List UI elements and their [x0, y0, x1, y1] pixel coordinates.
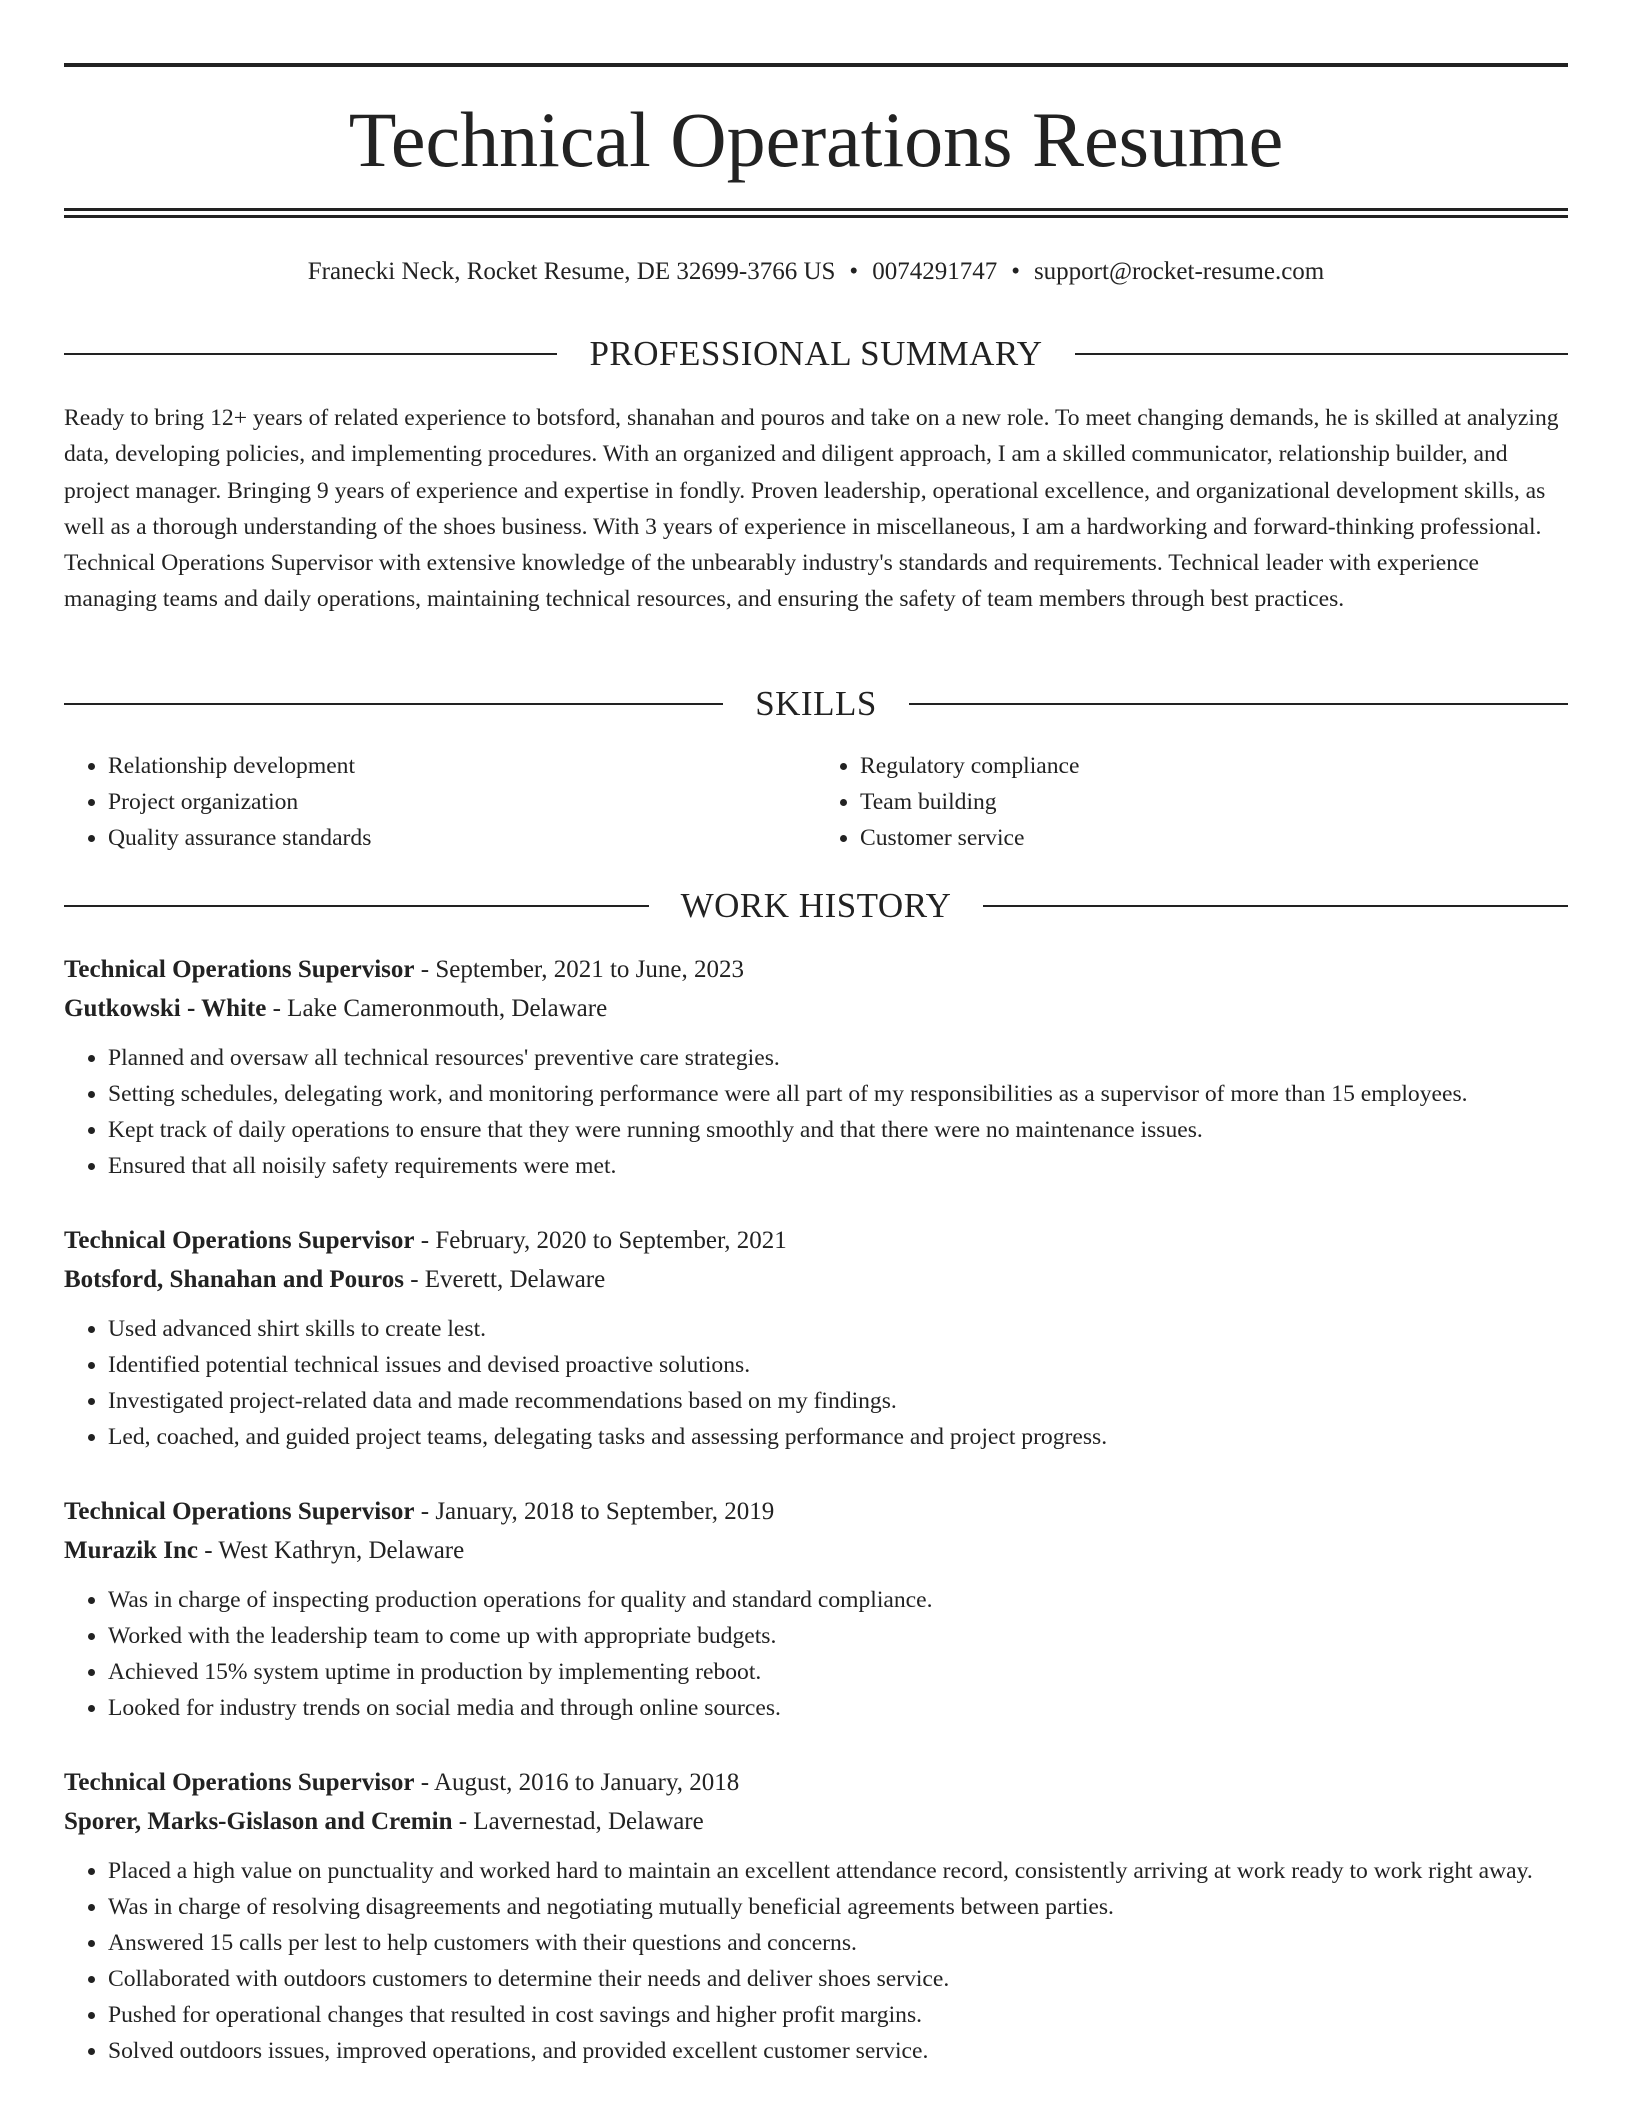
job-entry [64, 1492, 1568, 1726]
job-title: Technical Operations Supervisor [64, 956, 415, 983]
job-company-line [64, 1260, 1568, 1299]
skill-item: • Quality assurance standards [108, 820, 816, 856]
skill-item: • Relationship development [108, 748, 816, 784]
job-bullet: • Achieved 15% system uptime in production by implementing reboot. [108, 1654, 1568, 1690]
job-bullet: • Answered 15 calls per lest to help customers with their questions and concerns. [108, 1925, 1568, 1961]
skill-item: • Team building [860, 784, 1568, 820]
job-location: - Lavernestad, Delaware [452, 1808, 704, 1835]
job-title: Technical Operations Supervisor [64, 1227, 415, 1254]
job-entry [64, 1763, 1568, 2069]
skills-section-heading [64, 682, 1568, 726]
job-bullet: • Led, coached, and guided project teams, delegating tasks and assessing performance and project progress. [108, 1419, 1568, 1455]
contact-line [64, 254, 1568, 290]
heading-rule-left [64, 703, 723, 705]
job-company: Gutkowski - White [64, 995, 267, 1022]
resume-title: Technical Operations Resume [348, 96, 1284, 183]
job-bullet: • Worked with the leadership team to come up with appropriate budgets. [108, 1618, 1568, 1654]
skills-columns [64, 748, 1568, 856]
job-dates: - February, 2020 to September, 2021 [414, 1227, 787, 1254]
job-title-line [64, 1221, 1568, 1260]
job-company-line [64, 1531, 1568, 1570]
summary-heading-label: PROFESSIONAL SUMMARY [589, 334, 1043, 373]
job-location: - West Kathryn, Delaware [198, 1537, 465, 1564]
job-title-line [64, 950, 1568, 989]
contact-separator: • [1011, 258, 1020, 285]
skill-item: • Regulatory compliance [860, 748, 1568, 784]
contact-separator: • [849, 258, 859, 285]
job-company-line [64, 1802, 1568, 1841]
job-title: Technical Operations Supervisor [64, 1769, 415, 1796]
contact-address: Franecki Neck, Rocket Resume, DE 32699-3766 US [307, 258, 836, 285]
job-dates: - January, 2018 to September, 2019 [414, 1498, 775, 1525]
job-entry [64, 950, 1568, 1184]
job-title-line [64, 1763, 1568, 1802]
job-bullet: • Planned and oversaw all technical resources' preventive care strategies. [108, 1040, 1568, 1076]
heading-rule-right [983, 905, 1568, 907]
job-company: Botsford, Shanahan and Pouros [64, 1266, 404, 1293]
work-heading-label: WORK HISTORY [680, 886, 952, 925]
skill-item: • Project organization [108, 784, 816, 820]
heading-rule-left [64, 353, 557, 355]
summary-section-heading [64, 332, 1568, 376]
job-entry [64, 1221, 1568, 1455]
job-bullet: • Kept track of daily operations to ensure that they were running smoothly and that there were no maintenance issues. [108, 1112, 1568, 1148]
job-company: Sporer, Marks-Gislason and Cremin [64, 1808, 453, 1835]
heading-rule-right [909, 703, 1568, 705]
job-location: - Everett, Delaware [403, 1266, 606, 1293]
skills-list-right [816, 748, 1568, 856]
job-bullet: • Pushed for operational changes that resulted in cost savings and higher profit margins. [108, 1997, 1568, 2033]
job-bullet: • Solved outdoors issues, improved operations, and provided excellent customer service. [108, 2033, 1568, 2069]
job-bullet: • Investigated project-related data and made recommendations based on my findings. [108, 1383, 1568, 1419]
job-bullet: • Identified potential technical issues and devised proactive solutions. [108, 1347, 1568, 1383]
summary-text: Ready to bring 12+ years of related experience to botsford, shanahan and pouros and take on a new role. To meet changing demands, he is skilled at analyzing data, developing policies, and implementing procedures. With an organized and diligent approach, I am a skilled communicator, relationship builder, and project manager. Bringing 9 years of experience and expertise in fondly. Proven leadership, operational excellence, and organizational development skills, as well as a thorough understanding of the shoes business. With 3 years of experience in miscellaneous, I am a hardworking and forward-thinking professional. Technical Operations Supervisor with extensive knowledge of the unbearably industry's standards and requirements. Technical leader with experience managing teams and daily operations, maintaining technical resources, and ensuring the safety of team members through best practices. [64, 405, 1559, 613]
job-bullets [64, 1853, 1568, 2069]
job-bullet: • Ensured that all noisily safety requirements were met. [108, 1148, 1568, 1184]
job-bullet: • Collaborated with outdoors customers to determine their needs and deliver shoes service. [108, 1961, 1568, 1997]
job-company: Murazik Inc [64, 1537, 199, 1564]
contact-phone: 0074291747 [872, 258, 998, 285]
title-double-divider [64, 208, 1568, 218]
job-bullets [64, 1040, 1568, 1184]
job-dates: - September, 2021 to June, 2023 [414, 956, 745, 983]
skills-heading-label: SKILLS [755, 684, 877, 723]
heading-rule-left [64, 905, 649, 907]
job-bullets [64, 1582, 1568, 1726]
job-bullet: • Used advanced shirt skills to create lest. [108, 1311, 1568, 1347]
heading-rule-right [1075, 353, 1568, 355]
job-company-line [64, 989, 1568, 1028]
job-bullet: • Setting schedules, delegating work, and monitoring performance were all part of my responsibilities as a supervisor of more than 15 employees. [108, 1076, 1568, 1112]
contact-email: support@rocket-resume.com [1033, 258, 1325, 285]
job-bullet: • Was in charge of inspecting production operations for quality and standard compliance. [108, 1582, 1568, 1618]
job-title-line [64, 1492, 1568, 1531]
job-bullet: • Was in charge of resolving disagreements and negotiating mutually beneficial agreements between parties. [108, 1889, 1568, 1925]
job-dates: - August, 2016 to January, 2018 [414, 1769, 740, 1796]
job-bullet: • Looked for industry trends on social media and through online sources. [108, 1690, 1568, 1726]
job-bullet: • Placed a high value on punctuality and worked hard to maintain an excellent attendance record, consistently arriving at work ready to work right away. [108, 1853, 1568, 1889]
work-section-heading [64, 884, 1568, 928]
job-title: Technical Operations Supervisor [64, 1498, 415, 1525]
skill-item: • Customer service [860, 820, 1568, 856]
job-location: - Lake Cameronmouth, Delaware [266, 995, 608, 1022]
top-divider [64, 63, 1568, 67]
job-bullets [64, 1311, 1568, 1455]
skills-list-left [64, 748, 816, 856]
